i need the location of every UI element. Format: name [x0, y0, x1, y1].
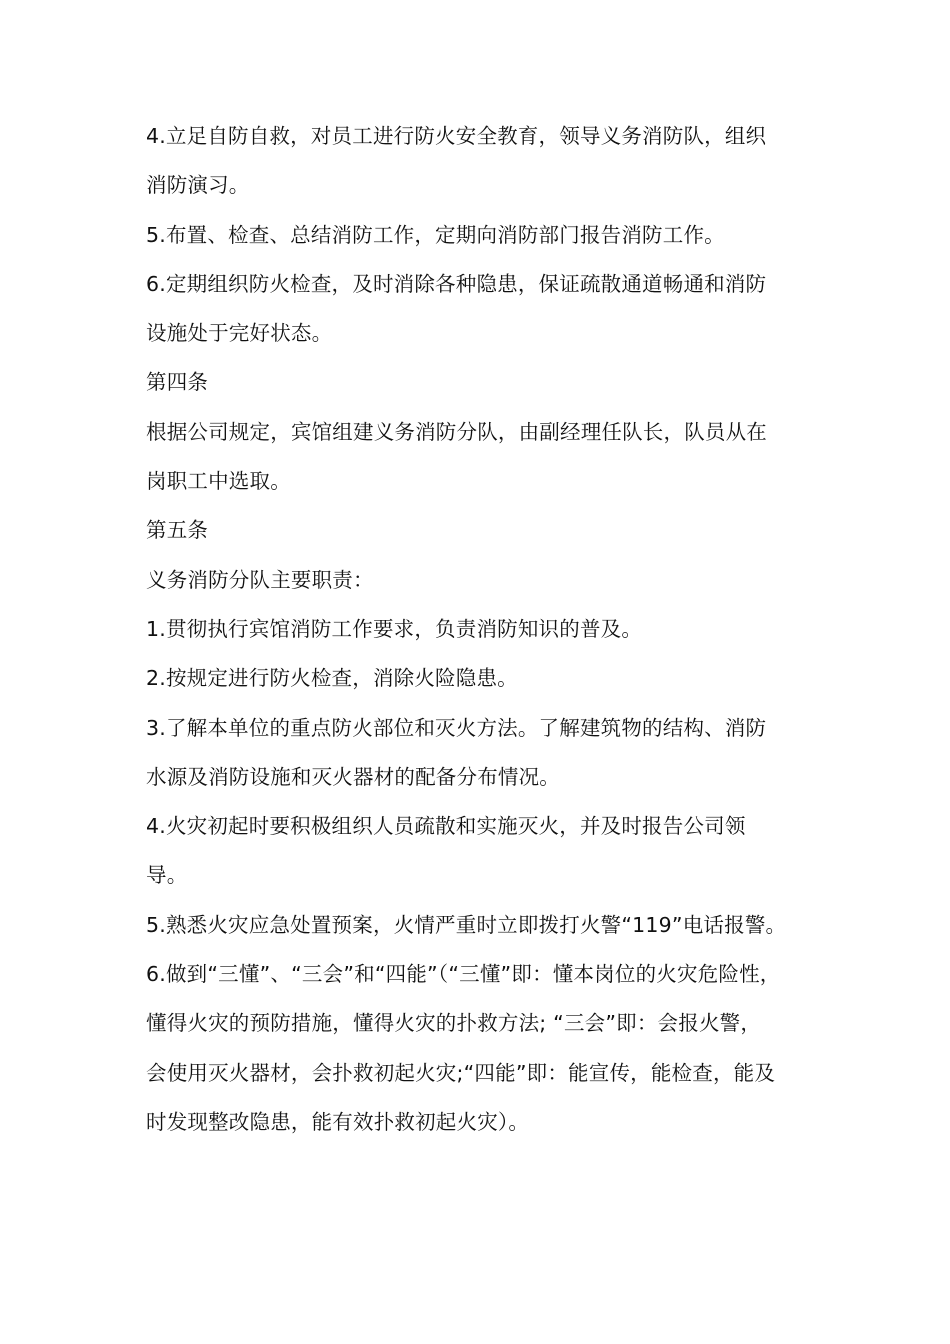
text-line: 消防演习。	[146, 173, 250, 198]
text-line: 导。	[146, 863, 188, 888]
text-line: 懂得火灾的预防措施，懂得火灾的扑救方法; “三会”即：会报火警，	[146, 1011, 762, 1036]
text-line: 设施处于完好状态。	[146, 321, 333, 346]
text-line: 时发现整改隐患，能有效扑救初起火灾）。	[146, 1109, 530, 1134]
text-line: 岗职工中选取。	[146, 469, 291, 494]
text-line: 义务消防分队主要职责：	[146, 567, 374, 592]
text-line: 6.做到“三懂”、“三会”和“四能”（“三懂”即：懂本岗位的火灾危险性，	[146, 962, 781, 987]
text-line: 4.火灾初起时要积极组织人员疏散和实施灭火，并及时报告公司领	[146, 814, 746, 839]
document-body	[146, 112, 816, 1147]
text-line: 会使用灭火器材，会扑救初起火灾;“四能”即：能宣传，能检查，能及	[146, 1060, 776, 1085]
text-line: 3.了解本单位的重点防火部位和灭火方法。了解建筑物的结构、消防	[146, 715, 767, 740]
text-line: 6.定期组织防火检查，及时消除各种隐患，保证疏散通道畅通和消防	[146, 271, 767, 296]
text-line: 水源及消防设施和灭火器材的配备分布情况。	[146, 764, 560, 789]
text-line: 1.贯彻执行宾馆消防工作要求，负责消防知识的普及。	[146, 616, 643, 641]
section-heading: 第五条	[146, 518, 209, 543]
section-heading: 第四条	[146, 370, 209, 395]
text-line: 根据公司规定，宾馆组建义务消防分队，由副经理任队长，队员从在	[146, 419, 767, 444]
text-line: 5.熟悉火灾应急处置预案，火情严重时立即拨打火警“119”电话报警。	[146, 912, 787, 937]
text-line: 4.立足自防自救，对员工进行防火安全教育，领导义务消防队，组织	[146, 124, 767, 148]
text-line: 2.按规定进行防火检查，消除火险隐患。	[146, 666, 518, 691]
text-line: 5.布置、检查、总结消防工作，定期向消防部门报告消防工作。	[146, 222, 725, 247]
